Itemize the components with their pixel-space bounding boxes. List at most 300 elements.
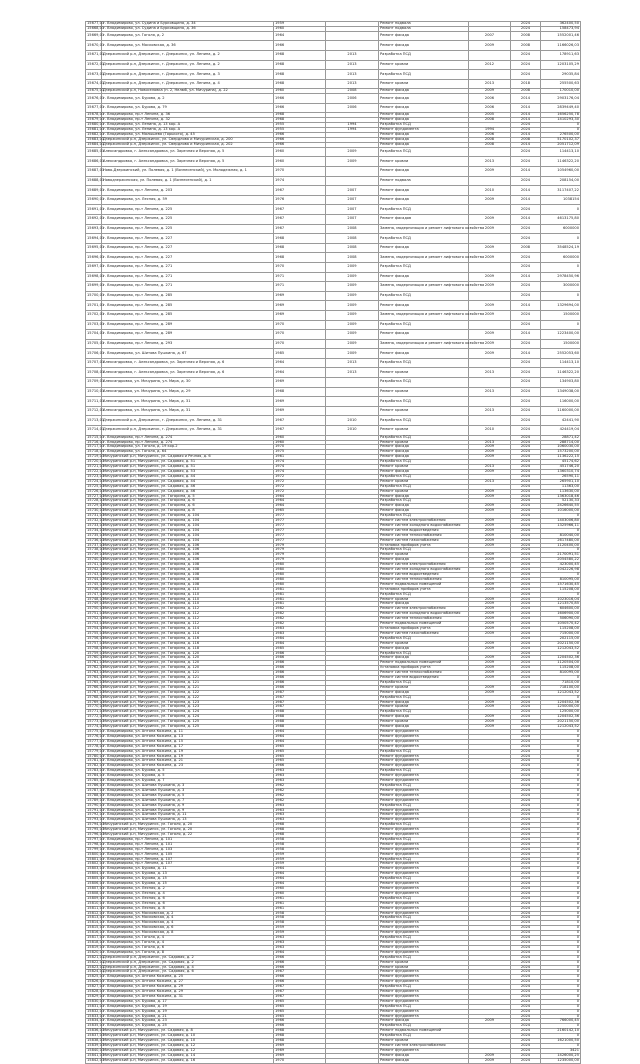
cell-address: г. Владимирово, ул. Бурова, д. 17 (102, 999, 274, 1004)
cell-address: Мичуринский р-н, Мичуринск, ул. Садовая, д. 10 (102, 1034, 274, 1039)
cell-build-year: 1966 (274, 103, 326, 113)
cell-address: Мичуринский р-н, Мичуринск, ул. Гагарина, д. 5 (102, 494, 274, 499)
cell-address: г. Владимирово, ул. Антона Кожина, д. 29 (102, 990, 274, 995)
cell-address: Мичуринский р-н, Мичуринск, ул. Садовая, д. 16 (102, 1058, 274, 1063)
cell-address: г. Владимирово, ул. Шитова Пушкина, д. 7 (102, 798, 274, 803)
cell-cost: 0 (541, 985, 581, 990)
cell-end-year: 2024 (511, 460, 541, 465)
cell-repair-year: 2007 (326, 195, 379, 205)
cell-cost: 0 (541, 798, 581, 803)
cell-work-type: Ремонт кровли (379, 387, 469, 397)
cell-code: 15800,01 (87, 851, 105, 856)
cell-code: 15776,01 (87, 733, 105, 738)
cell-end-year: 2024 (511, 671, 541, 676)
cell-work-type: Ремонт подвала (379, 176, 469, 186)
cell-code: 15764,01 (87, 675, 105, 680)
cell-end-year: 2024 (511, 626, 541, 631)
cell-work-type: Ремонт фасада (379, 118, 469, 123)
cell-address: Ново-Дзержинский, ул. Полевая, д. 1 (Вознесенский), ул. Молодежная, д. 1 (102, 167, 274, 177)
cell-end-year: 2024 (511, 205, 541, 215)
cell-work-type: Замена, модернизация и ремонт лифтового хозяйства (379, 339, 469, 349)
cell-address: г. Владимирово, ул. Шитова Пушкина, д. 3 (102, 783, 274, 788)
cell-work-type: Ремонт фундамента (379, 872, 469, 877)
cell-code: 15828,01 (87, 989, 105, 994)
cell-build-year: 1968 (274, 79, 326, 89)
cell-work-type: Ремонт кровли (379, 465, 469, 470)
cell-work-type: Ремонт фундамента (379, 862, 469, 867)
cell-end-year: 2024 (511, 651, 541, 656)
cell-build-year: 1968 (274, 113, 326, 118)
cell-end-year: 2024 (511, 891, 541, 896)
cell-address: Мичуринский р-н, Мичуринск, ул. Гагарина, д. 106 (102, 543, 274, 548)
cell-address: г. Владимирово, ул. Бурова, д. 15 (102, 882, 274, 887)
cell-cost: 1360310,74 (541, 469, 581, 474)
cell-build-year: 1979 (274, 553, 326, 558)
cell-cost: 0 (541, 234, 581, 244)
cell-address: г. Владимирово, ул. Бурова, д. 19 (102, 1004, 274, 1009)
cell-end-year: 2024 (511, 553, 541, 558)
cell-build-year: 1968 (274, 828, 326, 833)
cell-cost: 0 (541, 901, 581, 906)
cell-code: 15697,01 (86, 262, 102, 272)
cell-repair-year: 2013 (326, 358, 379, 368)
cell-start-year: 2006 (469, 133, 511, 138)
cell-code: 15713,01 (86, 416, 102, 426)
cell-start-year: 2013 (469, 406, 511, 416)
cell-address: г. Владимирово, пр-т Ленина, д. 285 (102, 291, 274, 301)
cell-address: Мичуринский р-н, Мичуринск, ул. Гагарина, д. 122 (102, 690, 274, 695)
cell-cost: 0 (541, 999, 581, 1004)
cell-build-year: 1959 (274, 862, 326, 867)
cell-end-year: 2024 (511, 715, 541, 720)
cell-work-type: Ремонт систем холодного водоснабжения (379, 523, 469, 528)
cell-work-type: Разработка ПСД (379, 499, 469, 504)
cell-address: Мичуринский р-н, Мичуринск, ул. Гагарина, д. 104 (102, 528, 274, 533)
cell-build-year: 1964 (274, 872, 326, 877)
cell-build-year: 1980 (274, 577, 326, 582)
cell-cost: 1500000 (541, 310, 581, 320)
cell-code: 15677,01 (87, 21, 105, 25)
cell-cost: 0 (541, 808, 581, 813)
cell-address: г. Владимирово, ул. Антона Кожина, д. 21 (102, 759, 274, 764)
cell-end-year: 2024 (511, 479, 541, 484)
cell-cost: 0 (541, 936, 581, 941)
cell-code: 15668,01 (87, 25, 105, 30)
cell-work-type: Ремонт фундамента (379, 764, 469, 769)
cell-end-year: 2024 (511, 587, 541, 592)
cell-end-year: 2024 (511, 936, 541, 941)
cell-repair-year: 2009 (326, 349, 379, 359)
cell-build-year: 1967 (274, 990, 326, 995)
cell-code: 15746,01 (87, 586, 105, 591)
cell-cost: 1120400,00 (541, 543, 581, 548)
cell-end-year: 2018 (511, 79, 541, 89)
cell-end-year: 2024 (511, 720, 541, 725)
cell-work-type: Разработка ПСД (379, 548, 469, 553)
cell-repair-year: 2006 (326, 103, 379, 113)
cell-build-year: 1963 (274, 803, 326, 808)
cell-address: Мичуринский р-н, Мичуринск, ул. Гагарина, д. 6 (102, 504, 274, 509)
cell-cost: 202115,00 (541, 636, 581, 641)
cell-build-year: 1975 (274, 450, 326, 455)
cell-cost: 0 (541, 823, 581, 828)
cell-build-year: 1977 (274, 533, 326, 538)
cell-code: 15745,01 (87, 581, 105, 586)
cell-address: Мичуринский р-н, Мичуринск, ул. Садовая, д. 46 (102, 489, 274, 494)
cell-repair-year: 2013 (326, 79, 379, 89)
cell-repair-year (326, 378, 379, 388)
cell-address: г. Владимирово, пр-т Ленина, д. 227 (102, 253, 274, 263)
cell-code: 15689,01 (86, 186, 102, 196)
cell-end-year: 2008 (511, 243, 541, 253)
table-row (86, 320, 581, 330)
cell-address: г. Владимирово, пр-т Ленина, д. 227 (102, 243, 274, 253)
cell-cost: 170010,00 (541, 89, 581, 94)
cell-build-year: 1986 (274, 671, 326, 676)
table-row (86, 205, 581, 215)
cell-end-year: 2024 (511, 847, 541, 852)
cell-code: 15716,01 (87, 439, 105, 444)
cell-work-type: Ремонт фасада (379, 715, 469, 720)
cell-end-year: 2024 (511, 877, 541, 882)
cell-end-year: 2024 (511, 416, 541, 426)
cell-address: Мичуринский р-н, Мичуринск, ул. Гагарина, д. 121 (102, 671, 274, 676)
cell-code: 15777,01 (87, 738, 105, 743)
cell-work-type: Ремонт кровли (379, 489, 469, 494)
cell-address: г. Владимирово, пр-т Ленина, д. 271 (102, 282, 274, 292)
cell-build-year: 1986 (274, 666, 326, 671)
cell-end-year: 2024 (511, 573, 541, 578)
cell-address: Мичуринский р-н, Мичуринск, ул. Гагарина, д. 122 (102, 695, 274, 700)
cell-cost: 810095,00 (541, 671, 581, 676)
cell-address: г. Владимирово, пр-т Ленина, д. 36 (102, 113, 274, 118)
cell-cost: 0 (541, 940, 581, 945)
cell-code: 15729,01 (87, 503, 105, 508)
cell-code: 15673,01 (86, 70, 102, 80)
cell-address: Дзержинский р-н, Дзержинск, ул. Свердлова и Мичуринская, д. 200 (102, 138, 274, 143)
cell-code: 15683,01 (87, 137, 105, 141)
cell-work-type: Ремонт кровли (379, 720, 469, 725)
cell-end-year: 2024 (511, 607, 541, 612)
cell-cost: 0 (541, 793, 581, 798)
cell-cost: 0 (541, 862, 581, 867)
cell-work-type: Разработка ПСД (379, 358, 469, 368)
cell-work-type: Ремонт фасада (379, 349, 469, 359)
cell-end-year: 2024 (511, 636, 541, 641)
cell-code: 15702,01 (86, 310, 102, 320)
cell-repair-year: 2010 (326, 416, 379, 426)
cell-end-year: 2024 (511, 533, 541, 538)
cell-cost: 5170102,37 (541, 138, 581, 143)
cell-start-year (469, 416, 511, 426)
cell-repair-year (326, 176, 379, 186)
cell-repair-year: 2008 (326, 224, 379, 234)
cell-build-year: 1970 (274, 339, 326, 349)
cell-work-type: Ремонт фасада (379, 469, 469, 474)
cell-work-type: Ремонт фундамента (379, 842, 469, 847)
cell-build-year: 1962 (274, 793, 326, 798)
cell-end-year: 2024 (511, 617, 541, 622)
cell-build-year: 1963 (274, 940, 326, 945)
cell-code: 15733,01 (87, 522, 105, 527)
cell-start-year: 2009 (469, 538, 511, 543)
cell-address: Мичуринский р-н, Мичуринск, ул. Гагарина, д. 112 (102, 622, 274, 627)
cell-build-year: 1958 (274, 916, 326, 921)
cell-start-year: 2013 (469, 368, 511, 378)
cell-cost: 0 (541, 965, 581, 970)
cell-work-type: Ремонт систем газоснабжения (379, 631, 469, 636)
cell-address: г. Владимирово, ул. Шитова Пушкина, д. 9 (102, 803, 274, 808)
cell-cost: 1166026,03 (541, 41, 581, 51)
cell-cost: 2426640,55 (541, 504, 581, 509)
cell-code: 15749,01 (87, 601, 105, 606)
cell-end-year: 2024 (511, 842, 541, 847)
cell-start-year: 2009 (469, 504, 511, 509)
cell-build-year: 1964 (274, 877, 326, 882)
cell-work-type: Ремонт фасада (379, 138, 469, 143)
cell-cost: 0 (541, 990, 581, 995)
cell-end-year: 2024 (511, 51, 541, 61)
cell-cost: 0 (541, 754, 581, 759)
cell-end-year: 2024 (511, 622, 541, 627)
cell-end-year: 2024 (511, 999, 541, 1004)
cell-end-year: 2024 (511, 960, 541, 965)
cell-code: 15807,01 (87, 886, 105, 890)
cell-build-year: 1966 (274, 764, 326, 769)
cell-cost: 71810,00 (541, 680, 581, 685)
cell-build-year: 1969 (274, 301, 326, 311)
cell-build-year: 1963 (274, 779, 326, 784)
cell-cost: 0 (541, 970, 581, 975)
cell-build-year: 1964 (274, 739, 326, 744)
cell-start-year: 2009 (469, 1058, 511, 1063)
cell-code: 15759,01 (87, 650, 105, 655)
cell-end-year: 2024 (511, 779, 541, 784)
cell-work-type: Разработка ПСД (379, 262, 469, 272)
cell-cost: 0 (541, 921, 581, 926)
cell-build-year: 1958 (274, 911, 326, 916)
cell-end-year: 2024 (511, 931, 541, 936)
cell-end-year: 2024 (511, 474, 541, 479)
cell-address: Мичуринский р-н, Мичуринск, ул. Гагарина, д. 106 (102, 553, 274, 558)
cell-cost: 0 (541, 676, 581, 681)
cell-code: 15813,01 (87, 915, 105, 920)
cell-build-year: 1960 (274, 891, 326, 896)
cell-cost: 45174,62 (541, 460, 581, 465)
cell-address: Мичуринский р-н, Мичуринск, ул. Гагарина, д. 114 (102, 626, 274, 631)
table-row (86, 397, 581, 407)
cell-cost: 158473,94 (541, 26, 581, 31)
cell-end-year: 2014 (511, 195, 541, 205)
cell-address: г. Владимирово, ул. Лесная, д. 2 (102, 887, 274, 892)
cell-work-type: Ремонт фасада (379, 113, 469, 118)
cell-build-year: 1964 (274, 734, 326, 739)
table-row (86, 214, 581, 224)
table-row (86, 195, 581, 205)
cell-cost: 1160000,00 (541, 406, 581, 416)
cell-code: 15812,01 (87, 910, 105, 915)
cell-cost: 0 (541, 931, 581, 936)
cell-start-year: 2009 (469, 573, 511, 578)
cell-cost: 0 (541, 1034, 581, 1039)
cell-end-year: 2024 (511, 582, 541, 587)
cell-end-year: 2024 (511, 445, 541, 450)
cell-code: 15833,01 (87, 1013, 105, 1018)
cell-start-year: 2009 (469, 661, 511, 666)
cell-end-year: 2024 (511, 764, 541, 769)
table-row (86, 60, 581, 70)
cell-work-type: Ремонт фундамента (379, 882, 469, 887)
cell-cost: 1552001,46 (541, 31, 581, 41)
table-row (86, 349, 581, 359)
cell-end-year: 2014 (511, 94, 541, 104)
cell-address: г. Владимирово, ул. Бурова, д. 21 (102, 1014, 274, 1019)
cell-cost: 0 (541, 528, 581, 533)
cell-cost: 265901,10 (541, 479, 581, 484)
cell-build-year: 1960 (274, 435, 326, 440)
cell-build-year: 1988 (274, 720, 326, 725)
cell-code: 15735,01 (87, 532, 105, 537)
cell-work-type: Ремонт фасада (379, 94, 469, 104)
cell-work-type: Ремонт кровли (379, 60, 469, 70)
cell-build-year: 1960 (274, 26, 326, 31)
cell-cost: 1571630,45 (541, 582, 581, 587)
cell-address: г. Владимирово, ул. Малышева (Горького), д. 45 (102, 133, 274, 138)
cell-build-year: 1982 (274, 607, 326, 612)
cell-code: 15728,01 (87, 498, 105, 503)
cell-cost: 1146322,20 (541, 157, 581, 167)
cell-address: г. Владимирово, пр-т Ленина, д. 271 (102, 262, 274, 272)
cell-cost: 1500000 (541, 339, 581, 349)
cell-code: 15821,01 (87, 954, 105, 959)
cell-end-year: 2024 (511, 710, 541, 715)
cell-code: 15695,01 (86, 243, 102, 253)
cell-build-year: 1970 (274, 1058, 326, 1063)
cell-end-year: 2024 (511, 695, 541, 700)
cell-start-year: 2009 (469, 666, 511, 671)
cell-work-type: Ремонт систем теплоснабжения (379, 671, 469, 676)
cell-end-year: 2024 (511, 803, 541, 808)
cell-start-year: 2009 (469, 641, 511, 646)
cell-work-type: Ремонт фундамента (379, 818, 469, 823)
cell-end-year: 2024 (511, 558, 541, 563)
cell-build-year: 1976 (274, 195, 326, 205)
cell-cost: 3000000 (541, 282, 581, 292)
cell-cost: 116000,00 (541, 397, 581, 407)
cell-work-type: Ремонт фундамента (379, 940, 469, 945)
cell-repair-year (326, 397, 379, 407)
cell-address: г. Владимирово, ул. Ленина, д. 13 кор. А (102, 128, 274, 133)
cell-cost: 604600,00 (541, 607, 581, 612)
cell-code: 15678,01 (87, 112, 105, 117)
cell-start-year: 2006 (469, 94, 511, 104)
cell-build-year: 1966 (274, 965, 326, 970)
cell-address: г. Владимирово, ул. Гоголя, д. 64 (102, 450, 274, 455)
cell-build-year: 1964 (274, 358, 326, 368)
cell-code: 15711,01 (86, 397, 102, 407)
cell-cost: 2160142,10 (541, 1029, 581, 1034)
cell-work-type: Разработка ПСД (379, 123, 469, 128)
cell-address: г. Владимирово, ул. Московская, д. 6 (102, 926, 274, 931)
cell-end-year: 2024 (511, 397, 541, 407)
cell-work-type: Разработка ПСД (379, 710, 469, 715)
cell-cost: 29035,84 (541, 70, 581, 80)
cell-cost: 3548524,19 (541, 243, 581, 253)
cell-code: 15767,01 (87, 689, 105, 694)
cell-address: Мичуринский р-н, Мичуринск, ул. Садовая, д. 53 (102, 469, 274, 474)
cell-work-type: Ремонт фундамента (379, 945, 469, 950)
cell-cost: 1363018,46 (541, 494, 581, 499)
cell-cost: 0 (541, 877, 581, 882)
cell-cost: 1203105,29 (541, 60, 581, 70)
cell-work-type: Ремонт фундамента (379, 1014, 469, 1019)
cell-build-year: 1986 (274, 685, 326, 690)
cell-address: г. Владимирово, пр-т Ленина, д. 203 (102, 186, 274, 196)
cell-end-year: 2024 (511, 602, 541, 607)
cell-build-year: 1964 (274, 494, 326, 499)
cell-address: Дзержинский р-н, Новоселовка (п. 2, Нелюб, ул. Мичурина), д. 22 (102, 89, 274, 94)
cell-address: г. Владимирово, ул. Бурова, д. 25 (102, 1024, 274, 1029)
cell-build-year: 1969 (274, 378, 326, 388)
cell-end-year: 2024 (511, 455, 541, 460)
cell-work-type: Разработка ПСД (379, 291, 469, 301)
cell-cost: 0 (541, 320, 581, 330)
cell-build-year: 1955 (274, 128, 326, 133)
cell-build-year: 1963 (274, 945, 326, 950)
cell-end-year: 2024 (511, 368, 541, 378)
cell-work-type: Разработка ПСД (379, 205, 469, 215)
cell-work-type: Ремонт кровли (379, 79, 469, 89)
cell-address: Дзержинский р-н, Дзержинск, г. Дзержинск, ул. Ленина, д. 2 (102, 51, 274, 61)
cell-end-year: 2024 (511, 489, 541, 494)
cell-end-year: 2024 (511, 577, 541, 582)
cell-work-type: Ремонт систем холодного водоснабжения (379, 612, 469, 617)
cell-address: г. Владимирово, ул. Бурова, д. 13 (102, 872, 274, 877)
cell-build-year: 1970 (274, 262, 326, 272)
cell-end-year: 2024 (511, 509, 541, 514)
cell-cost: 0 (541, 651, 581, 656)
cell-code: 15699,01 (86, 282, 102, 292)
cell-cost: 115208,00 (541, 626, 581, 631)
cell-address: Дзержинский р-н, Дзержинск, ул. Садовая, д. 6 (102, 970, 274, 975)
cell-end-year: 2024 (511, 26, 541, 31)
cell-end-year: 2024 (511, 157, 541, 167)
table-row (86, 167, 581, 177)
cell-build-year: 1970 (274, 320, 326, 330)
cell-end-year: 2024 (511, 339, 541, 349)
cell-end-year: 2024 (511, 1019, 541, 1024)
cell-end-year: 2024 (511, 387, 541, 397)
cell-work-type: Ремонт фасада (379, 445, 469, 450)
cell-work-type: Ремонт кровли (379, 641, 469, 646)
cell-code: 15675,01 (87, 88, 105, 93)
cell-end-year: 2024 (511, 926, 541, 931)
cell-cost: 0 (541, 887, 581, 892)
cell-cost: 0 (541, 960, 581, 965)
cell-cost: 718100,00 (541, 685, 581, 690)
cell-cost: 0 (541, 896, 581, 901)
cell-work-type: Разработка ПСД (379, 484, 469, 489)
cell-cost: 125000,00 (541, 710, 581, 715)
cell-build-year: 1965 (274, 754, 326, 759)
table-row (86, 339, 581, 349)
cell-start-year: 2009 (469, 715, 511, 720)
cell-build-year: 1967 (274, 985, 326, 990)
cell-address: Мичуринский р-н, Мичуринск, ул. Садовая, д. 12 (102, 1044, 274, 1049)
cell-build-year: 1964 (274, 499, 326, 504)
cell-code: 15754,01 (87, 625, 105, 630)
cell-work-type: Ремонт фундамента (379, 759, 469, 764)
